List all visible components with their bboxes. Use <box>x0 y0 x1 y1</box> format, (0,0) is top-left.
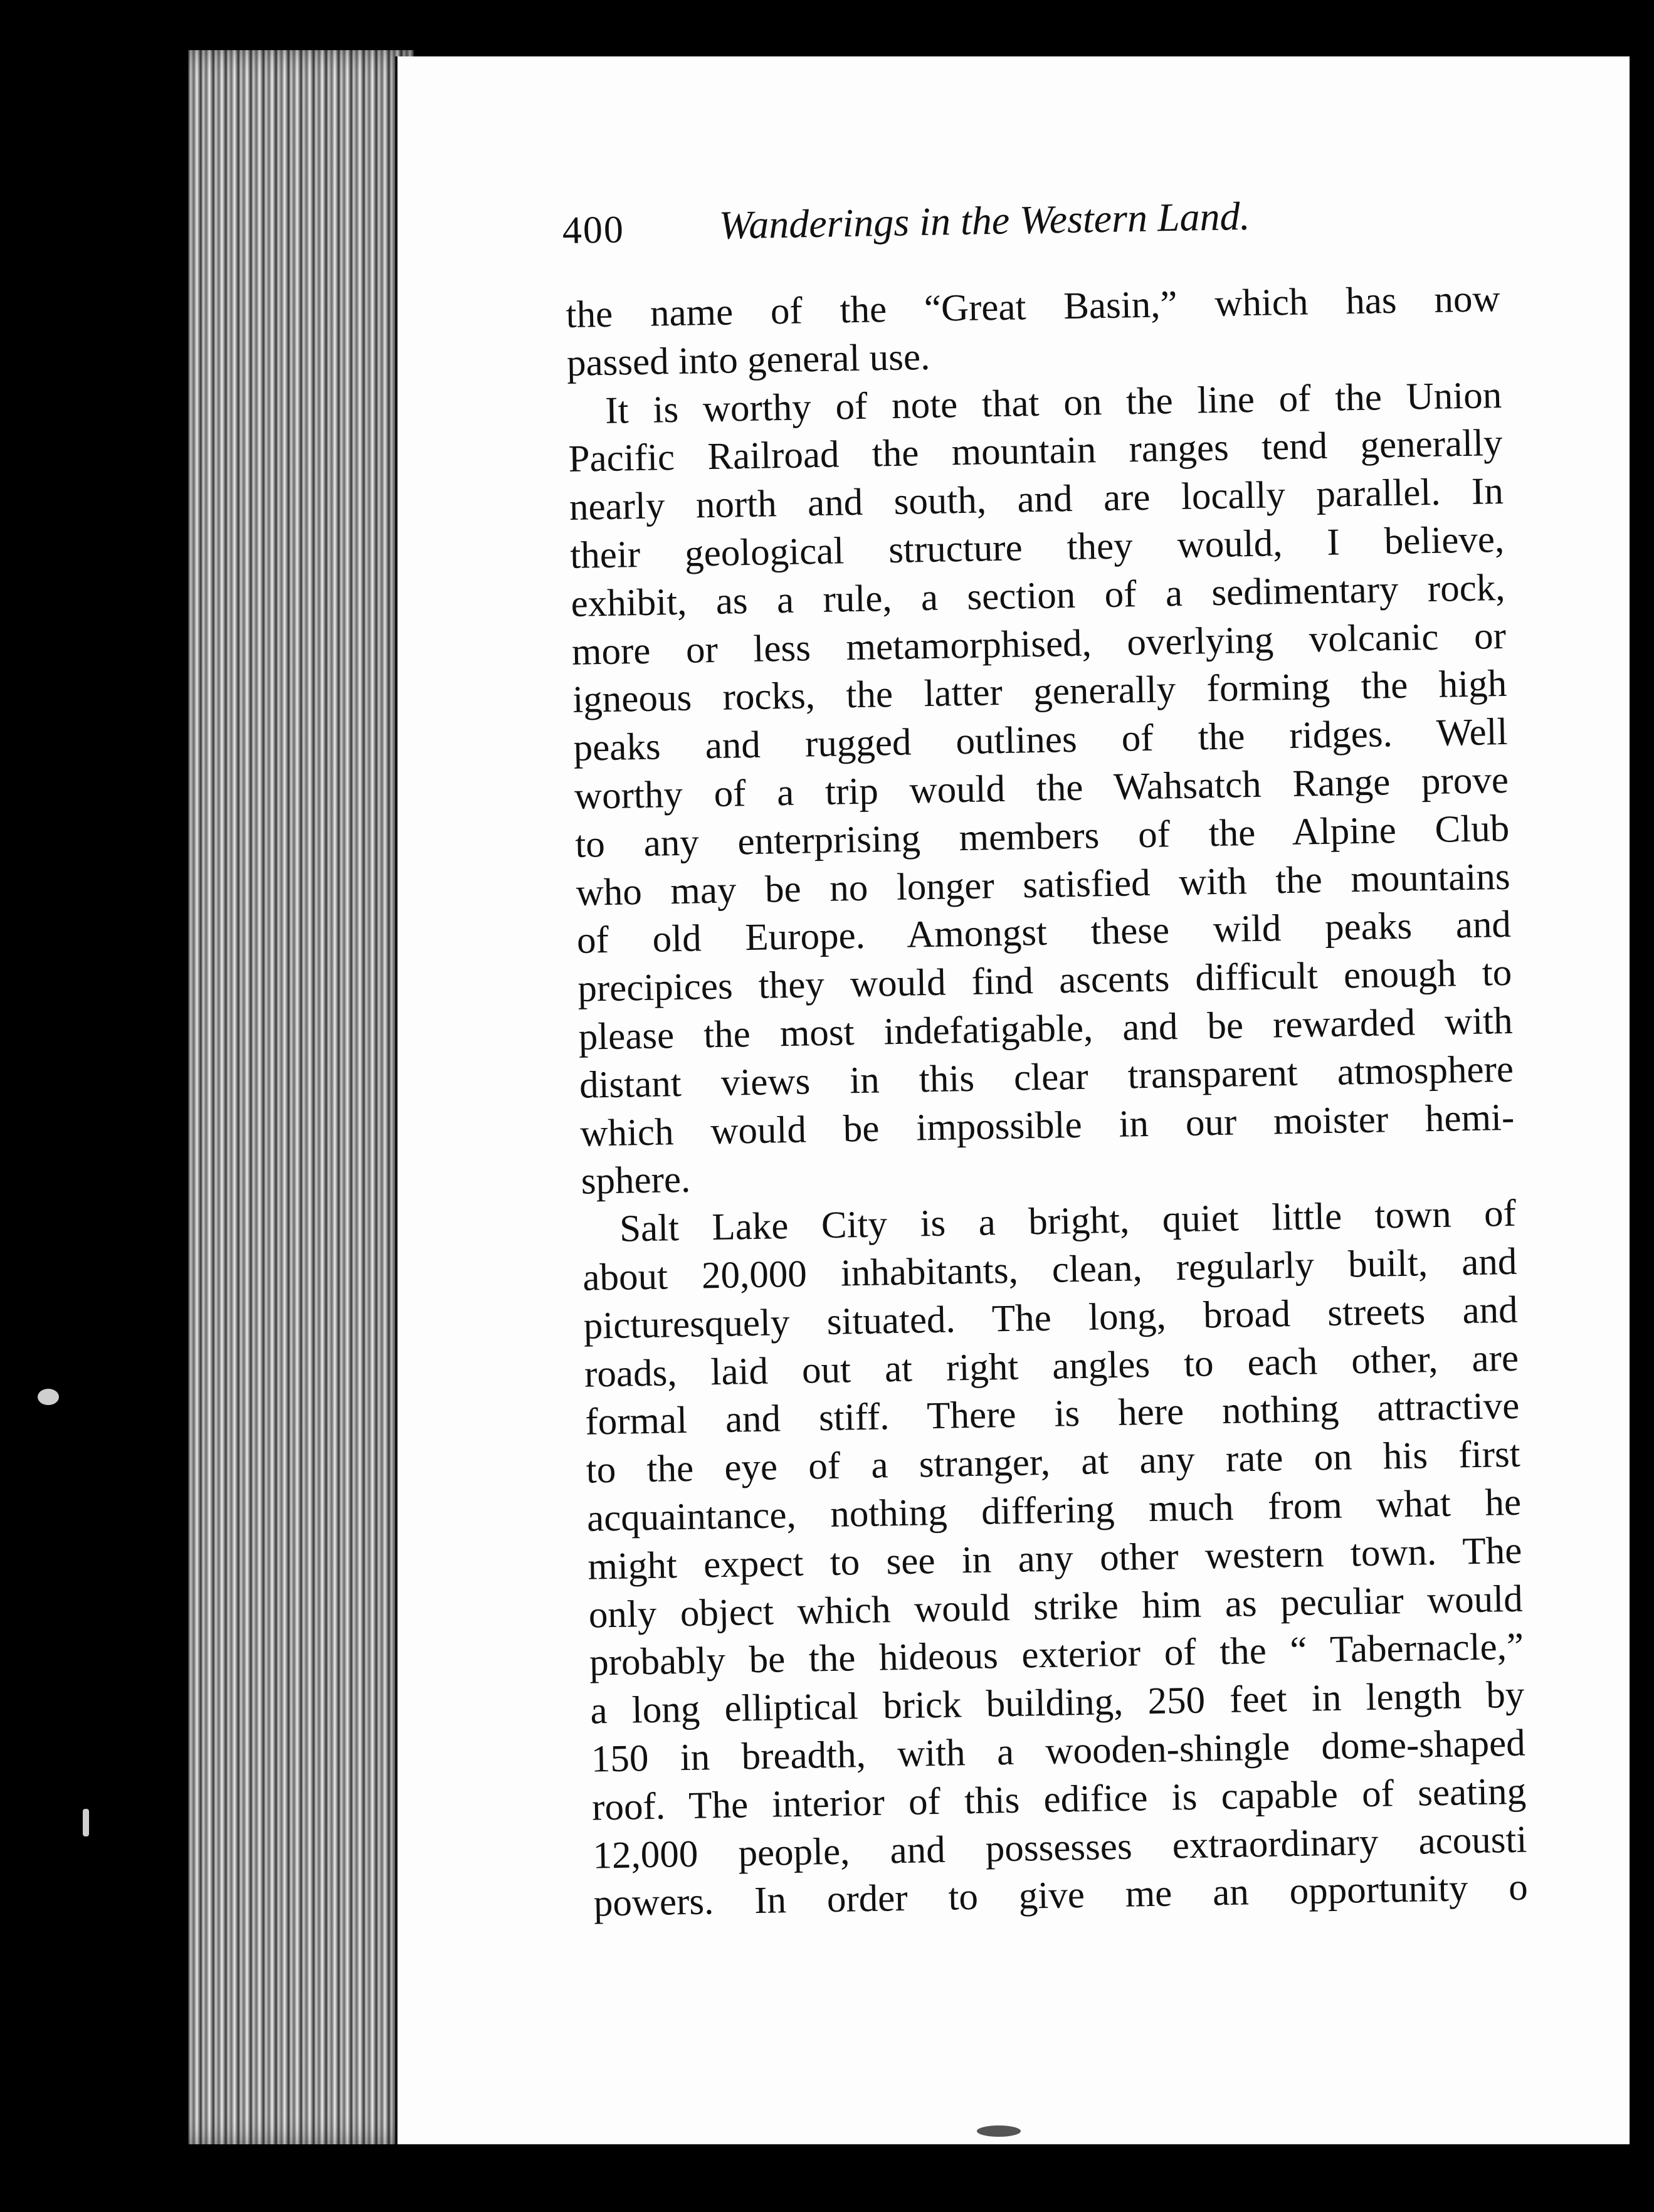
text-line: 150 in breadth, with a wooden-shingle dome-shaped <box>591 1722 1526 1781</box>
text-line: It is worthy of note that on the line of the Union <box>604 374 1502 432</box>
page-edges <box>188 50 414 2144</box>
text-line: passed into general use. <box>566 335 930 384</box>
text-line: which would be impossible in our moister hemi- <box>579 1096 1515 1155</box>
text-line: roads, laid out at right angles to each other, are <box>584 1337 1519 1396</box>
text-line: might expect to see in any other western town. The <box>587 1529 1522 1588</box>
text-line: the name of the “Great Basin,” which has now <box>566 277 1501 336</box>
text-line: their geological structure they would, I believe, <box>569 518 1505 577</box>
scan-speck <box>83 1809 89 1836</box>
text-line: acquaintance, nothing differing much from what he <box>586 1481 1522 1540</box>
text-line: to the eye of a stranger, at any rate on his first <box>586 1433 1521 1492</box>
text-line: sphere. <box>581 1159 691 1203</box>
text-line: igneous rocks, the latter generally forming the high <box>572 663 1507 722</box>
scan-speck <box>38 1389 59 1405</box>
text-line: 12,000 people, and possesses extraordinary acousti <box>592 1818 1527 1877</box>
text-line: a long elliptical brick building, 250 feet in length by <box>589 1673 1525 1732</box>
text-line: about 20,000 inhabitants, clean, regularly built, and <box>582 1240 1517 1299</box>
book-page <box>395 56 1630 2144</box>
text-line: only object which would strike him as peculiar would <box>588 1577 1524 1636</box>
scan-speck <box>977 2125 1021 2137</box>
running-title: Wanderings in the Western Land. <box>719 193 1251 248</box>
page-number: 400 <box>562 208 625 252</box>
text-line: picturesquely situated. The long, broad streets and <box>583 1288 1519 1347</box>
text-line: to any enterprising members of the Alpine Club <box>574 807 1510 866</box>
text-line: of old Europe. Amongst these wild peaks and <box>576 903 1512 962</box>
text-line: precipices they would find ascents difficult enough to <box>577 951 1512 1010</box>
text-line: worthy of a trip would the Wahsatch Range prove <box>574 759 1509 818</box>
running-head <box>562 179 1629 279</box>
text-line: exhibit, as a rule, a section of a sedimentary rock, <box>571 566 1506 625</box>
text-line: please the most indefatigable, and be rewarded with <box>578 999 1514 1058</box>
text-line: formal and stiff. There is here nothing attractive <box>584 1385 1520 1444</box>
text-line: Pacific Railroad the mountain ranges tend generally <box>568 422 1504 481</box>
body-text <box>566 275 1528 1929</box>
text-line: Salt Lake City is a bright, quiet little town of <box>619 1192 1517 1250</box>
text-line: who may be no longer satisfied with the mountains <box>576 855 1511 914</box>
text-line: more or less metamorphised, overlying volcanic or <box>571 614 1507 673</box>
text-line: powers. In order to give me an opportunity o <box>593 1866 1529 1925</box>
text-line: roof. The interior of this edifice is capable of seating <box>591 1770 1527 1829</box>
text-line: peaks and rugged outlines of the ridges. Well <box>573 711 1509 770</box>
text-line: probably be the hideous exterior of the “ Tabernacle,” <box>589 1625 1524 1684</box>
text-line: distant views in this clear transparent atmosphere <box>579 1048 1514 1107</box>
text-line: nearly north and south, and are locally parallel. In <box>569 470 1504 529</box>
